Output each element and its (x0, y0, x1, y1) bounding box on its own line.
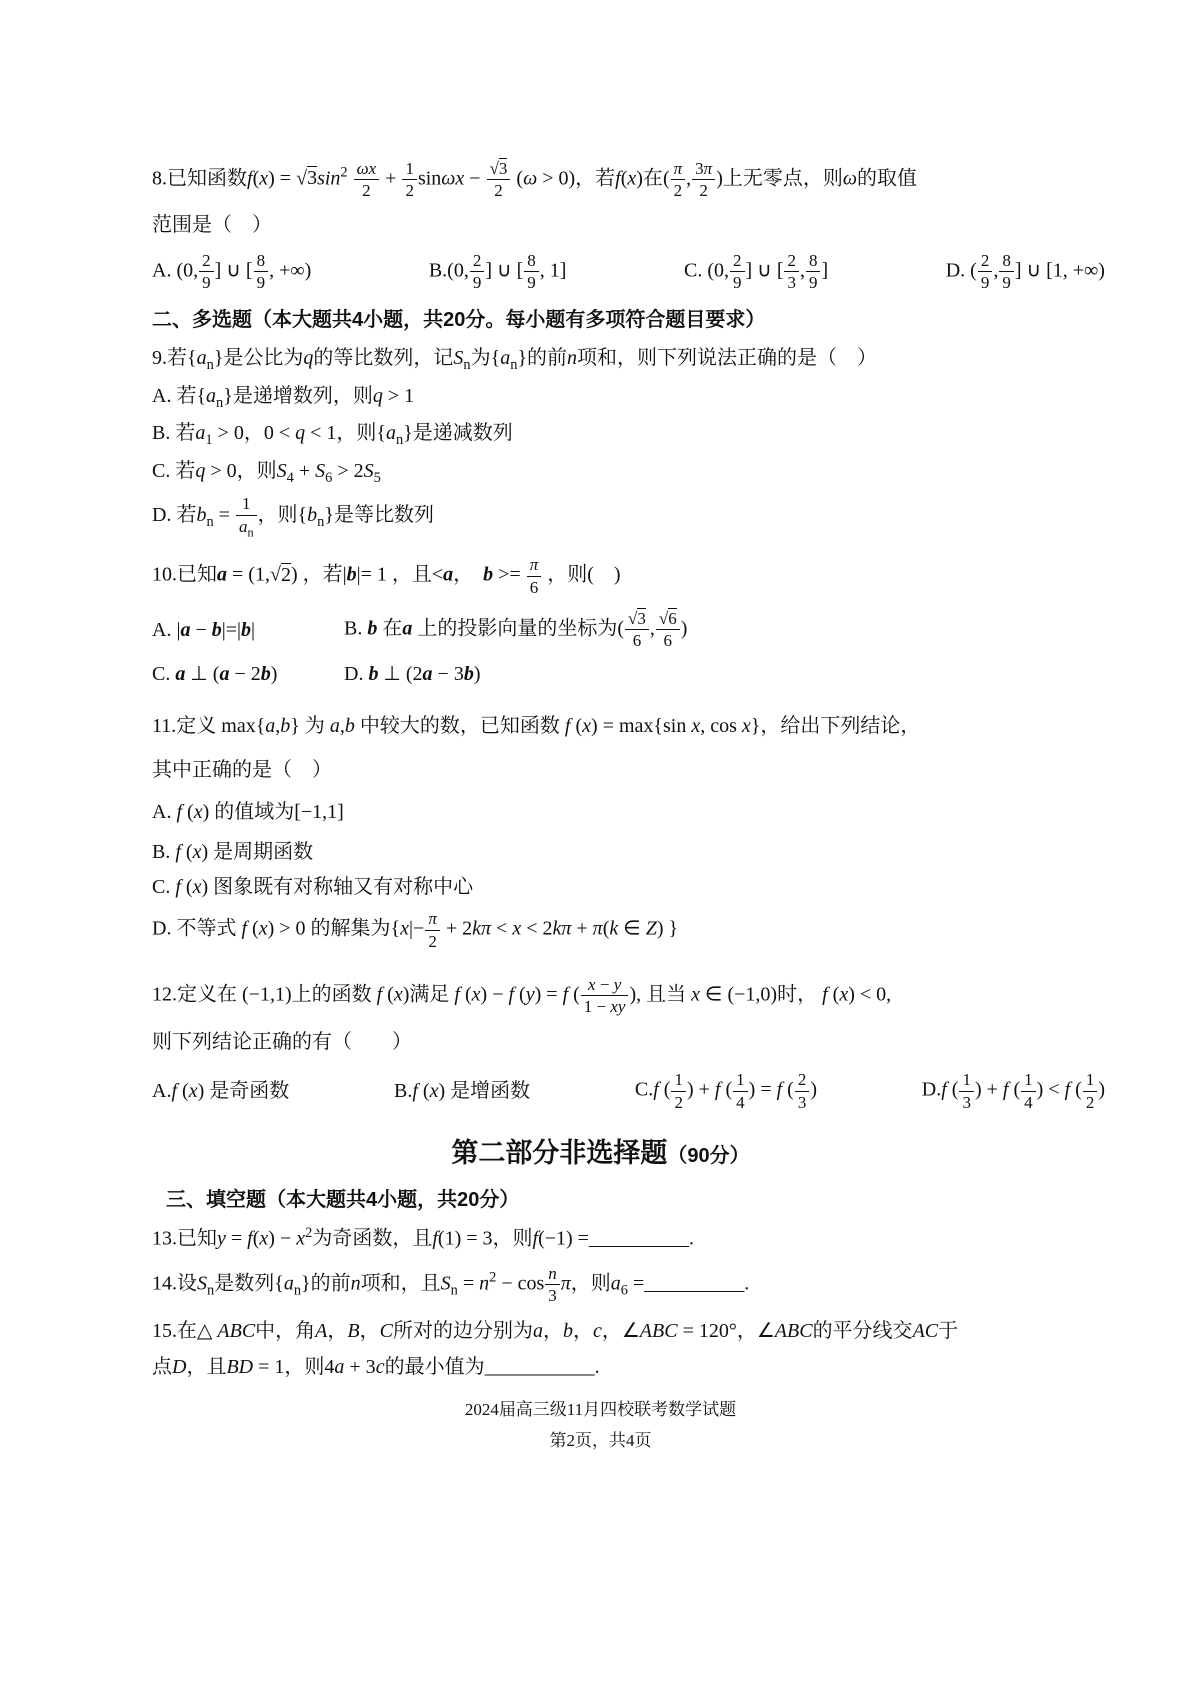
question-11-option-b: B. f (x) 是周期函数 (152, 841, 314, 864)
question-11-stem-line1: 11.定义 max{a,b} 为 a,b 中较大的数，已知函数 f (x) = max{sin x, cos x}，给出下列结论， (152, 715, 921, 738)
question-10-options-row-2 (152, 659, 1105, 689)
question-11-stem-line2: 其中正确的是（ ） (152, 759, 332, 782)
question-14-stem: 14.设$S_n$是数列$\{a_n\}$的前n项和，且$S_n = n^2 - \cos$ $\frac{n}{3}$ π，则$a_6$ =__________. (152, 1264, 750, 1306)
section-2-title: 二、多选题（本大题共4小题，共20分。每小题有多项符合题目要求） (152, 309, 766, 331)
question-8-option-c: C. (0, $\frac{2}{9}$ ] ∪ [ $\frac{2}{3}$ , $\frac{8}{9}$ ] (684, 250, 829, 292)
question-12-option-d: D.f ( $\frac{1}{3}$ ) + f ( $\frac{1}{4}$ ) < f ( $\frac{1}{2}$ ) (921, 1070, 1105, 1112)
question-9-option-d: D. 若$b_n$ = $\frac{1}{a_n}$ ，则$\{b_n\}$是等比数列 (152, 494, 434, 540)
question-11-option-a: A. f (x) 的值域为[−1,1] (152, 801, 344, 824)
question-12-stem-line2: 则下列结论正确的有（ ） (152, 1031, 412, 1054)
question-8-stem-line2: 范围是（ ） (152, 213, 272, 236)
question-13-stem: 13.已知$y = f(x) - x^2$为奇函数，且f(1) = 3，则f(−1) =__________. (152, 1225, 694, 1251)
question-10-options-row-1 (152, 608, 1105, 652)
question-10-stem: 10.已知a = (1,√2) ，若|b|= 1 ，且<a， b >= $\frac{\pi}{6}$ ，则( ) (152, 555, 621, 597)
question-15 (152, 1316, 1105, 1382)
question-8-options-row (152, 250, 1105, 294)
question-11-option-d: D. 不等式 f (x) > 0 的解集为{x|− $\frac{\pi}{2}$ + 2kπ < x < 2kπ + π(k ∈ Z) } (152, 909, 679, 951)
question-12-options-row (152, 1069, 1105, 1113)
question-8-option-a: A. (0, $\frac{2}{9}$ ] ∪ [ $\frac{8}{9}$ , +∞) (152, 250, 312, 292)
part-2-title-text: 第二部分非选择题 (451, 1137, 668, 1168)
question-9 (152, 343, 1105, 540)
question-11 (152, 711, 1105, 952)
question-14 (152, 1263, 1105, 1307)
footer-page-number: 第2页，共4页 (549, 1430, 652, 1450)
question-12-stem-line1: 12.定义在 (−1,1)上的函数 f (x)满足 f (x) − f (y) = f ( $\frac{x - y}{1 - xy}$ ), 且当 x ∈ (−1,0)时， f (x) < 0, (152, 974, 892, 1017)
question-10 (152, 554, 1105, 689)
question-9-option-b: B. 若$a_1 > 0$，0 < q < 1，则$\{a_n\}$是递减数列 (152, 422, 513, 449)
question-15-stem-line1: 15.在△ ABC中，角A，B，C所对的边分别为a，b，c，∠ABC = 120°，∠ABC的平分线交AC于 (152, 1319, 959, 1342)
question-9-option-a: A. 若$\{a_n\}$是递增数列，则q > 1 (152, 384, 415, 411)
question-8-option-b: B.(0, $\frac{2}{9}$ ] ∪ [ $\frac{8}{9}$ , 1] (428, 250, 567, 292)
question-12 (152, 974, 1105, 1113)
part-2-title-score: （90分） (667, 1144, 750, 1167)
question-12-option-b: B.f (x) 是增函数 (394, 1080, 531, 1103)
question-12-option-c: C.f ( $\frac{1}{2}$ ) + f ( $\frac{1}{4}$ ) = f ( $\frac{2}{3}$ ) (634, 1070, 818, 1112)
section-3-title: 三、填空题（本大题共4小题，共20分） (166, 1189, 520, 1212)
question-10-option-b: B. b 在a 上的投影向量的坐标为( $\frac{√3}{6}$ , $\frac{√6}{6}$ ) (344, 608, 688, 651)
question-10-option-d: D. b ⊥ (2a − 3b) (344, 663, 481, 686)
question-15-stem-line2: 点D，且BD = 1，则4a + 3c的最小值为___________. (152, 1355, 600, 1378)
question-13 (152, 1223, 1105, 1254)
question-8 (152, 158, 1105, 293)
question-11-option-c: C. f (x) 图象既有对称轴又有对称中心 (152, 876, 474, 899)
question-10-option-c: C. a ⊥ (a − 2b) (152, 663, 278, 686)
question-9-stem: 9.若$\{a_n\}$是公比为q的等比数列，记$S_n$为$\{a_n\}$的前n项和，则下列说法正确的是（ ） (152, 347, 878, 373)
question-8-option-d: D. ( $\frac{2}{9}$ , $\frac{8}{9}$ ] ∪ [1, +∞) (945, 250, 1105, 292)
part-2-title (124, 1133, 1077, 1174)
question-10-option-a: A. |a − b|=|b| (152, 618, 256, 641)
question-12-option-a: A.f (x) 是奇函数 (152, 1080, 290, 1103)
question-8-stem-line1: 8.已知函数$f(x) = √3\sin^2$ $\frac{\omega x}{2}$ + $\frac{1}{2}$ sinωx − $\frac{√3}{2}$ (ω > 0)，若f(x)在( $\frac{\pi}{2}$ , $\frac{3\pi}{2}$ )上无零点，则ω的取值 (152, 159, 917, 201)
question-9-option-c: C. 若q > 0，则$S_4 + S_6 > 2S_5$ (152, 459, 381, 486)
footer-exam-title: 2024届高三级11月四校联考数学试题 (464, 1399, 737, 1419)
page-footer (124, 1396, 1077, 1454)
